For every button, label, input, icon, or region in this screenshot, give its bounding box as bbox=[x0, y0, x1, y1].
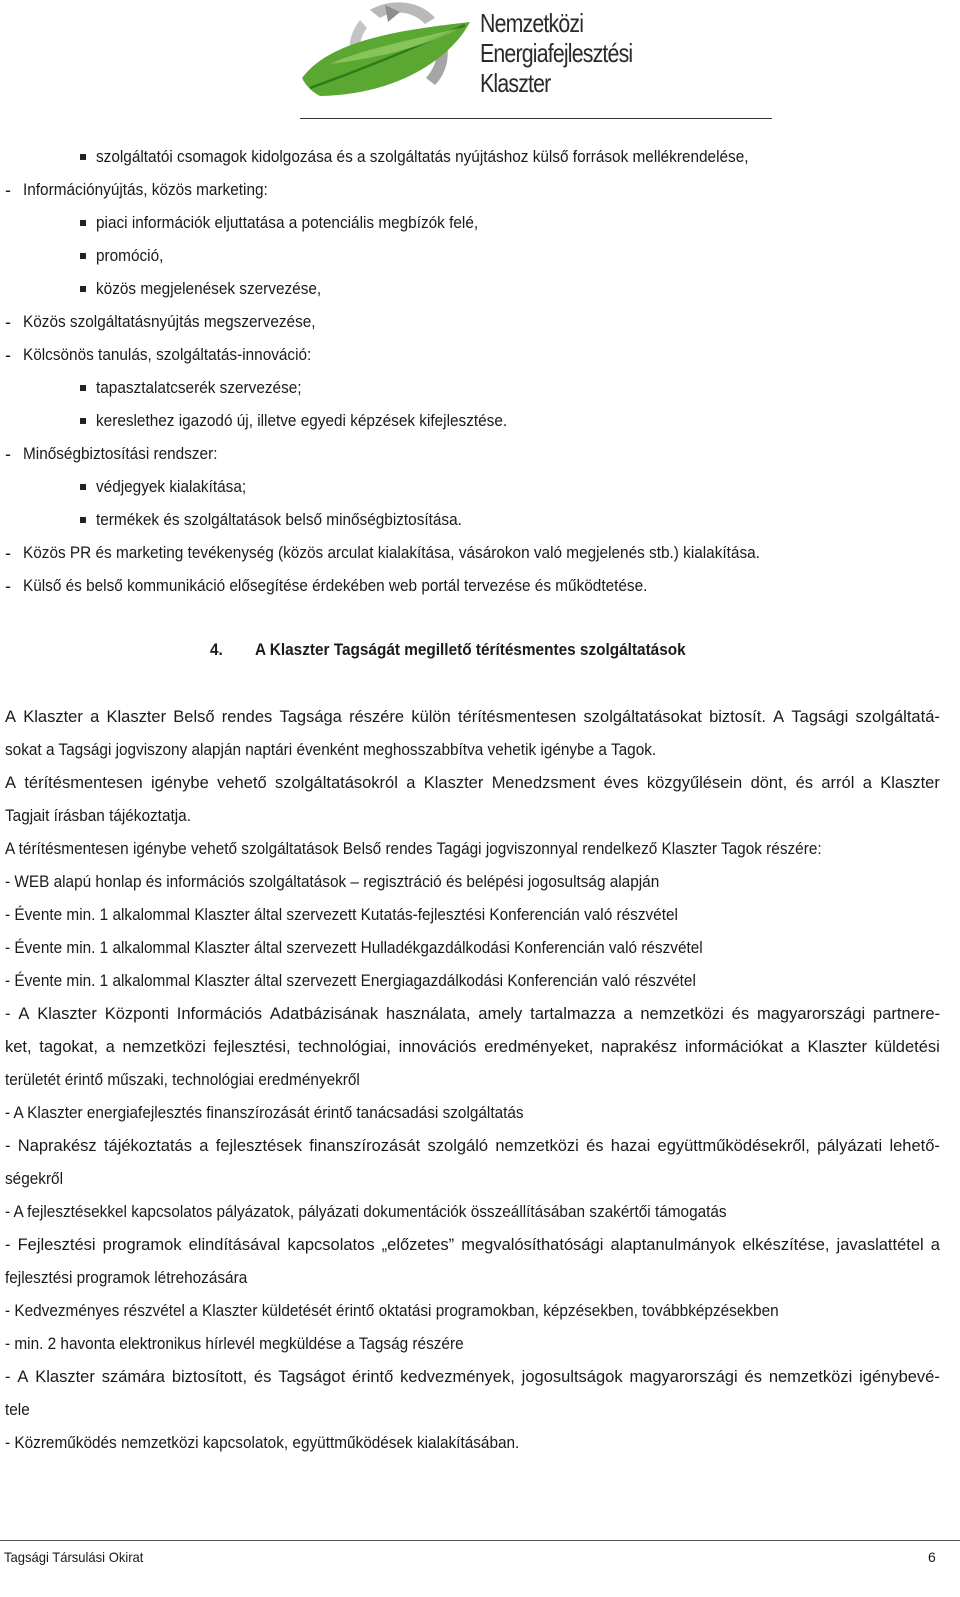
paragraph-line-justified: - Fejlesztési programok elindításával kapcsolatos „előzetes” megvalósíthatósági alaptanulmányok elkészítése, javaslattétel a bbox=[5, 1236, 940, 1254]
paragraph-line-justified: - A Klaszter Központi Információs Adatbázisának használata, amely tartalmazza a nemzetközi és magyarországi partnere- bbox=[5, 1005, 940, 1023]
section-number: 4. bbox=[210, 641, 223, 659]
section-title: A Klaszter Tagságát megillető térítésmentes szolgáltatások bbox=[255, 641, 686, 659]
dash-marker: - bbox=[5, 576, 11, 596]
header-divider bbox=[300, 118, 772, 119]
paragraph-line-justified: - Naprakész tájékoztatás a fejlesztések finanszírozását szolgáló nemzetközi és hazai együttműködésekről, pályázati lehető- bbox=[5, 1137, 940, 1155]
dash-marker: - bbox=[5, 180, 11, 200]
paragraph-line-justified: ket, tagokat, a nemzetközi fejlesztési, technológiai, innovációs eredményeket, naprakész információkat a Klaszter küldetési bbox=[5, 1038, 940, 1056]
list-item: Információnyújtás, közös marketing: bbox=[23, 181, 268, 199]
list-item: Kölcsönös tanulás, szolgáltatás-innováció: bbox=[23, 346, 312, 364]
paragraph-line-justified: A Klaszter a Klaszter Belső rendes Tagsága részére külön térítésmentesen szolgáltatásokat biztosít. A Tagsági szolgáltatá- bbox=[5, 708, 940, 726]
cluster-logo bbox=[300, 0, 480, 112]
footer-document-title: Tagsági Társulási Okirat bbox=[4, 1549, 144, 1565]
paragraph-line: A térítésmentesen igénybe vehető szolgáltatások Belső rendes Tagági jogviszonnyal rendelkező Klaszter Tagok részére: bbox=[5, 840, 822, 858]
sub-list-item: termékek és szolgáltatások belső minőségbiztosítása. bbox=[96, 511, 462, 529]
paragraph-line: Tagjait írásban tájékoztatja. bbox=[5, 807, 191, 825]
sub-list-item: piaci információk eljuttatása a potenciális megbízók felé, bbox=[96, 214, 479, 232]
logo-line-2: Energiafejlesztési bbox=[480, 38, 633, 68]
paragraph-line: sokat a Tagsági jogviszony alapján naptári évenként meghosszabbítva vehetik igénybe a Tagok. bbox=[5, 741, 657, 759]
paragraph-line-justified: - A Klaszter számára biztosított, és Tagságot érintő kedvezmények, jogosultságok magyarországi és nemzetközi igénybevé- bbox=[5, 1368, 940, 1386]
sub-list-item: promóció, bbox=[96, 247, 164, 265]
list-item: Minőségbiztosítási rendszer: bbox=[23, 445, 218, 463]
paragraph-line: - min. 2 havonta elektronikus hírlevél megküldése a Tagság részére bbox=[5, 1335, 464, 1353]
sub-list-item: tapasztalatcserék szervezése; bbox=[96, 379, 302, 397]
bullet-marker bbox=[80, 418, 86, 424]
dash-marker: - bbox=[5, 345, 11, 365]
bullet-marker bbox=[80, 484, 86, 490]
list-item: Közös PR és marketing tevékenység (közös arculat kialakítása, vásárokon való megjelenés stb.) kialakítása. bbox=[23, 544, 760, 562]
footer-page-number: 6 bbox=[928, 1549, 936, 1565]
bullet-marker bbox=[80, 286, 86, 292]
paragraph-line: - Évente min. 1 alkalommal Klaszter által szervezett Hulladékgazdálkodási Konferencián való részvétel bbox=[5, 939, 703, 957]
sub-list-item: kereslethez igazodó új, illetve egyedi képzések kifejlesztése. bbox=[96, 412, 508, 430]
paragraph-line: - Közreműködés nemzetközi kapcsolatok, együttműködések kialakításában. bbox=[5, 1434, 520, 1452]
sub-list-item: közös megjelenések szervezése, bbox=[96, 280, 322, 298]
logo-line-1: Nemzetközi bbox=[480, 8, 584, 38]
paragraph-line: tele bbox=[5, 1401, 30, 1419]
bullet-marker bbox=[80, 154, 86, 160]
dash-marker: - bbox=[5, 444, 11, 464]
paragraph-line: - WEB alapú honlap és információs szolgáltatások – regisztráció és belépési jogosultság alapján bbox=[5, 873, 660, 891]
sub-list-item: védjegyek kialakítása; bbox=[96, 478, 247, 496]
logo-line-3: Klaszter bbox=[480, 68, 551, 98]
paragraph-line: ségekről bbox=[5, 1170, 64, 1188]
bullet-marker bbox=[80, 385, 86, 391]
bullet-marker bbox=[80, 253, 86, 259]
footer-divider bbox=[0, 1540, 960, 1541]
dash-marker: - bbox=[5, 312, 11, 332]
bullet-marker bbox=[80, 517, 86, 523]
paragraph-line: - Évente min. 1 alkalommal Klaszter által szervezett Energiagazdálkodási Konferencián való részvétel bbox=[5, 972, 696, 990]
list-item: Külső és belső kommunikáció elősegítése érdekében web portál tervezése és működtetése. bbox=[23, 577, 648, 595]
paragraph-line: - A Klaszter energiafejlesztés finanszírozását érintő tanácsadási szolgáltatás bbox=[5, 1104, 524, 1122]
paragraph-line: - A fejlesztésekkel kapcsolatos pályázatok, pályázati dokumentációk összeállításában szakértői támogatás bbox=[5, 1203, 727, 1221]
logo-title bbox=[480, 8, 632, 98]
paragraph-line-justified: A térítésmentesen igénybe vehető szolgáltatásokról a Klaszter Menedzsment éves közgyűlésein dönt, és arról a Klaszter bbox=[5, 774, 940, 792]
paragraph-line: fejlesztési programok létrehozására bbox=[5, 1269, 248, 1287]
paragraph-line: - Kedvezményes részvétel a Klaszter küldetését érintő oktatási programokban, képzésekben, továbbképzésekben bbox=[5, 1302, 779, 1320]
paragraph-line: - Évente min. 1 alkalommal Klaszter által szervezett Kutatás-fejlesztési Konferencián való részvétel bbox=[5, 906, 678, 924]
sub-list-item: szolgáltatói csomagok kidolgozása és a szolgáltatás nyújtáshoz külső források mellékrendelése, bbox=[96, 148, 749, 166]
bullet-marker bbox=[80, 220, 86, 226]
list-item: Közös szolgáltatásnyújtás megszervezése, bbox=[23, 313, 316, 331]
dash-marker: - bbox=[5, 543, 11, 563]
paragraph-line: területét érintő műszaki, technológiai eredményekről bbox=[5, 1071, 360, 1089]
